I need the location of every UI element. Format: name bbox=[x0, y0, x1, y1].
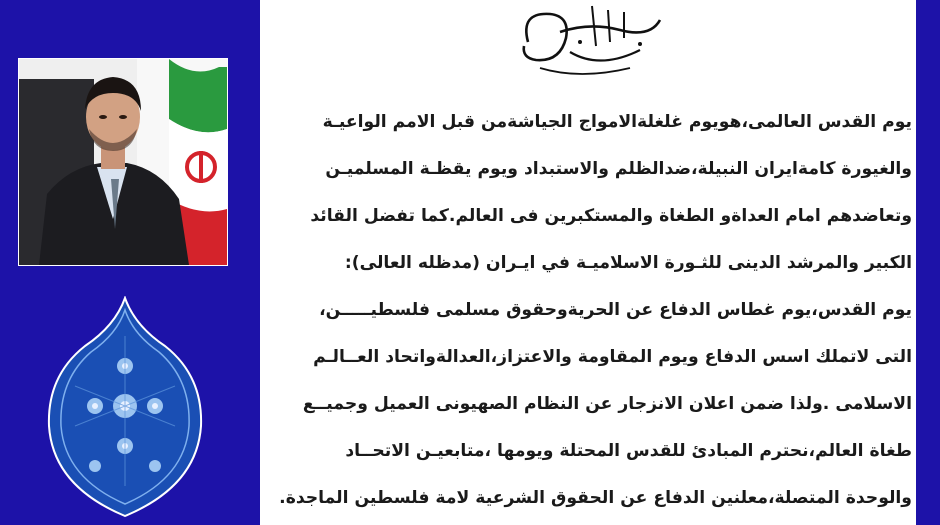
article-line: الكبير والمرشد الدينى للثـورة الاسلاميـة في ايـران (مدظله العالى): bbox=[344, 253, 912, 273]
article-line: وتعاضدهم امام العداةو الطغاة والمستكبرين فى العالم.كما تفضل القائد bbox=[310, 206, 912, 226]
article-line: والوحدة المتصلة،معلنين الدفاع عن الحقوق الشرعية لامة فلسطين الماجدة. bbox=[279, 488, 912, 508]
article-line: التى لاتملك اسس الدفاع ويوم المقاومة والاعتزاز،العدالةواتحاد العــالـم bbox=[313, 347, 912, 367]
islamic-tile-ornament bbox=[45, 296, 205, 518]
left-blue-panel bbox=[0, 0, 260, 525]
article-line: والغيورة كامةايران النبيلة،ضدالظلم والاستبداد ويوم يقظـة المسلميـن bbox=[325, 159, 912, 179]
article-line: يوم القدس،يوم غطاس الدفاع عن الحريةوحقوق مسلمى فلسطيـــــن، bbox=[319, 300, 912, 320]
article-line: الاسلامى .ولذا ضمن اعلان الانزجار عن النظام الصهيونى العميل وجميــع bbox=[302, 394, 912, 414]
right-blue-strip bbox=[916, 0, 940, 525]
article-line: يوم القدس العالمى،هويوم غلغلةالامواج الجياشةمن قبل الامم الواعيـة bbox=[322, 112, 912, 132]
portrait-photo bbox=[18, 58, 228, 266]
article-body bbox=[262, 99, 912, 522]
article-line: طغاة العالم،نحترم المبادئ للقدس المحتلة ويومها ،متابعيـن الاتحــاد bbox=[345, 441, 912, 461]
bismillah-calligraphy bbox=[500, 2, 670, 80]
